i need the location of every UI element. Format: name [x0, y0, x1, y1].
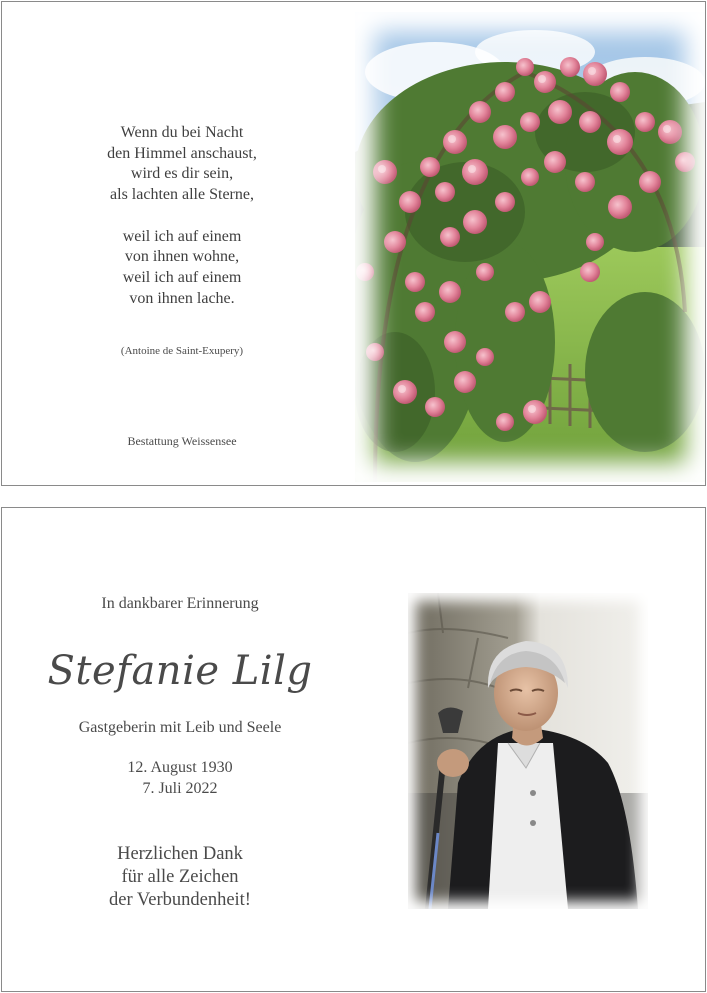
rose-arch-photo: [355, 12, 705, 482]
thanks-line: der Verbundenheit!: [109, 890, 251, 910]
birth-date: 12. August 1930: [127, 759, 233, 776]
poem-stanza-1: [42, 123, 322, 206]
poem-line: weil ich auf einem: [122, 268, 242, 286]
poem-line: von ihnen lache.: [129, 289, 235, 307]
card-inside: [1, 507, 706, 992]
funeral-home-name: Bestattung Weissensee: [127, 434, 237, 448]
thanks-line: Herzlichen Dank: [117, 844, 243, 864]
thanks-line: für alle Zeichen: [121, 867, 239, 887]
life-dates: [30, 757, 330, 799]
poem-line: den Himmel anschaust,: [107, 144, 257, 162]
poem-line: als lachten alle Sterne,: [110, 186, 254, 204]
portrait-photo: [408, 593, 648, 909]
card-front: [1, 1, 706, 486]
poem-stanza-2: [42, 227, 322, 310]
poem-line: von ihnen wohne,: [124, 248, 240, 266]
death-date: 7. Juli 2022: [142, 780, 218, 797]
remembrance-heading: In dankbarer Erinnerung: [101, 595, 259, 612]
deceased-tagline: Gastgeberin mit Leib und Seele: [78, 719, 282, 736]
deceased-name: Stefanie Lilg: [47, 648, 313, 694]
portrait-illustration: [408, 593, 648, 909]
poem-attribution: (Antoine de Saint-Exupery): [120, 345, 244, 357]
rose-arch-illustration: [355, 12, 705, 482]
poem: [42, 123, 322, 309]
poem-line: wird es dir sein,: [130, 165, 234, 183]
poem-line: Wenn du bei Nacht: [120, 124, 244, 141]
thanks-message: [30, 843, 330, 912]
poem-line: weil ich auf einem: [122, 227, 242, 245]
